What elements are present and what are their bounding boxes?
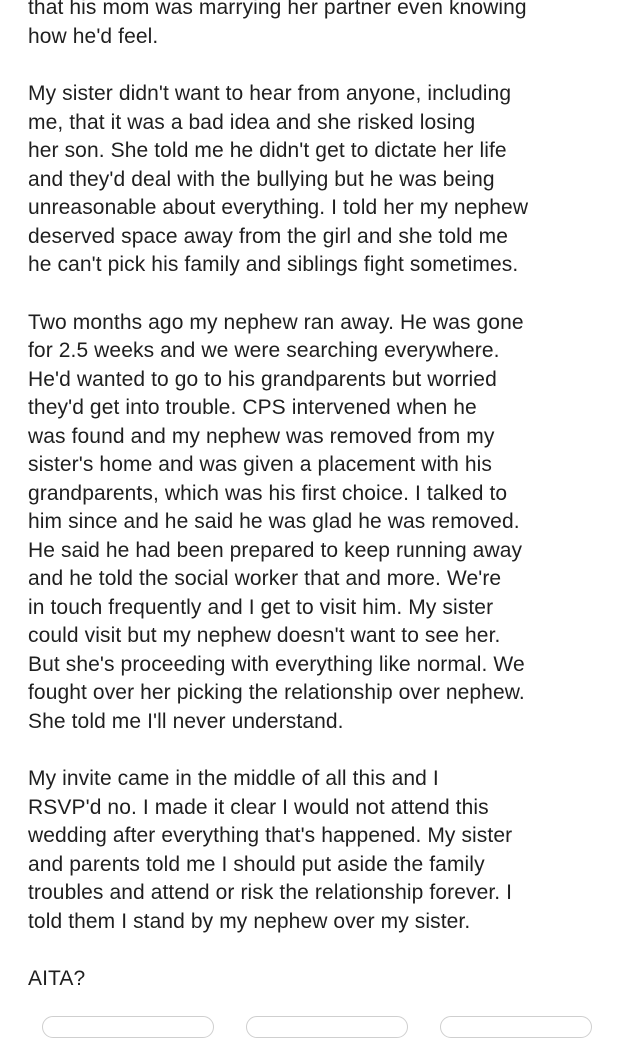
- paragraph-gap: [28, 280, 608, 309]
- post-line: My invite came in the middle of all this and I: [28, 767, 439, 790]
- post-line: could visit but my nephew doesn't want to see her.: [28, 624, 501, 647]
- post-line: AITA?: [28, 967, 86, 990]
- post-line: RSVP'd no. I made it clear I would not attend this: [28, 795, 489, 819]
- post-line: him since and he said he was glad he was removed.: [28, 510, 520, 533]
- post-line: grandparents, which was his first choice. I talked to: [28, 481, 508, 505]
- post-action-bar: [0, 1016, 619, 1036]
- post-line: She told me I'll never understand.: [28, 709, 344, 733]
- post-line: and he told the social worker that and more. We're: [28, 567, 502, 590]
- post-line: But she's proceeding with everything like normal. We: [28, 652, 525, 676]
- post-line: troubles and attend or risk the relationship forever. I: [28, 881, 513, 904]
- post-line: He'd wanted to go to his grandparents but worried: [28, 367, 497, 391]
- post-line: sister's home and was given a placement with his: [28, 453, 493, 476]
- share-button[interactable]: [440, 1016, 592, 1038]
- post-line: Two months ago my nephew ran away. He was gone: [28, 310, 524, 334]
- post-body: [28, 0, 608, 994]
- post-line: wedding after everything that's happened. My sister: [28, 824, 513, 847]
- post-line: he can't pick his family and siblings fight sometimes.: [28, 253, 519, 276]
- post-line: My sister didn't want to hear from anyone, including: [28, 82, 512, 105]
- post-line: her son. She told me he didn't get to dictate her life: [28, 139, 507, 162]
- post-line: and they'd deal with the bullying but he was being: [28, 167, 495, 191]
- post-line: and parents told me I should put aside the family: [28, 852, 485, 876]
- vote-button[interactable]: [42, 1016, 214, 1038]
- post-line: told them I stand by my nephew over my sister.: [28, 909, 471, 933]
- paragraph-gap: [28, 51, 608, 80]
- post-line: unreasonable about everything. I told her my nephew: [28, 196, 529, 219]
- post-line: me, that it was a bad idea and she risked losing: [28, 110, 476, 134]
- post-line: deserved space away from the girl and she told me: [28, 224, 508, 248]
- post-line: that his mom was marrying her partner even knowing: [28, 0, 527, 19]
- paragraph-gap: [28, 736, 608, 765]
- post-line: was found and my nephew was removed from my: [28, 424, 495, 448]
- paragraph-gap: [28, 936, 608, 965]
- post-line: in touch frequently and I get to visit him. My sister: [28, 595, 494, 619]
- comments-button[interactable]: [246, 1016, 408, 1038]
- post-line: they'd get into trouble. CPS intervened when he: [28, 396, 477, 419]
- post-line: for 2.5 weeks and we were searching everywhere.: [28, 339, 500, 362]
- post-line: how he'd feel.: [28, 24, 159, 48]
- post-line: He said he had been prepared to keep running away: [28, 538, 523, 562]
- post-line: fought over her picking the relationship over nephew.: [28, 681, 525, 704]
